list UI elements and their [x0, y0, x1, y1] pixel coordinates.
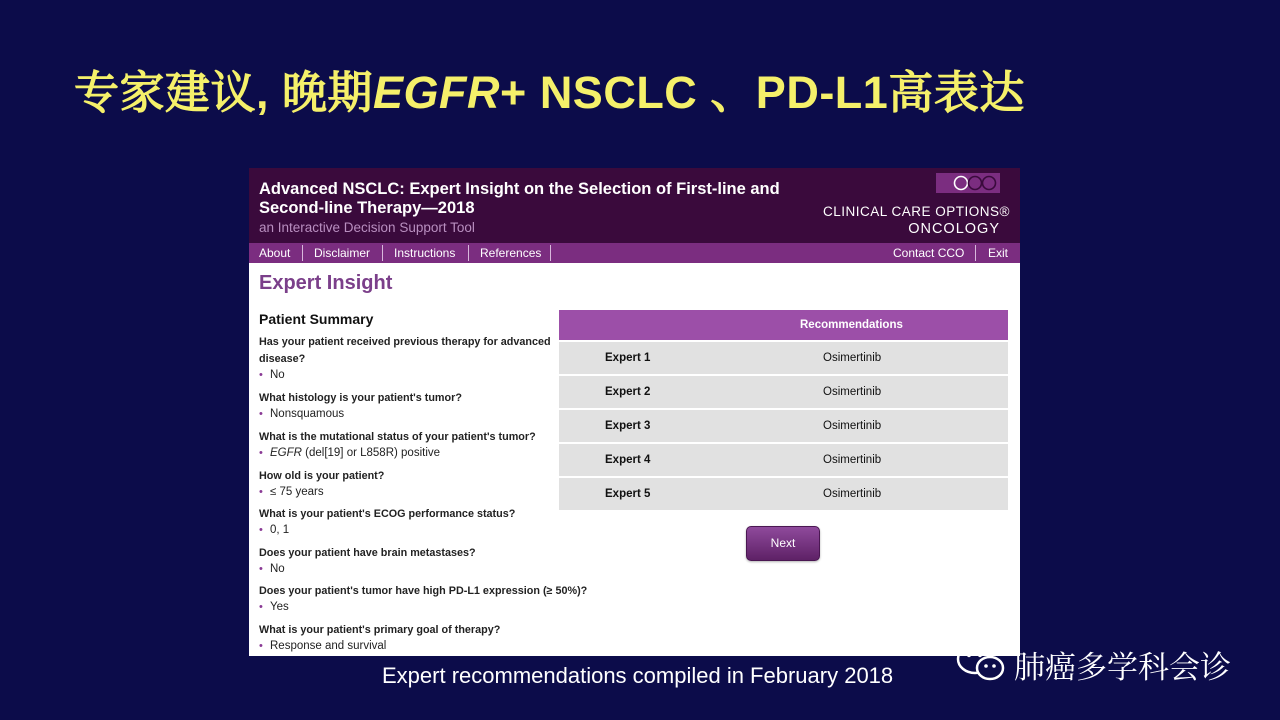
slide-title-italic: EGFR	[373, 67, 501, 118]
summary-item	[259, 583, 619, 615]
logo-text-line2: ONCOLOGY	[908, 221, 1000, 237]
patient-summary-title: Patient Summary	[259, 311, 374, 327]
recommendation-value: Osimertinib	[823, 352, 882, 364]
nav-instructions[interactable]: Instructions	[394, 246, 456, 260]
summary-answer	[259, 368, 599, 383]
slide-caption: Expert recommendations compiled in February 2018	[382, 663, 894, 688]
bullet-icon: •	[259, 601, 263, 613]
summary-item	[259, 429, 599, 461]
summary-answer	[259, 639, 599, 654]
nav-disclaimer[interactable]: Disclaimer	[314, 246, 371, 260]
nav-references[interactable]: References	[480, 246, 542, 260]
summary-answer	[259, 600, 619, 615]
summary-answer-text: ≤ 75 years	[270, 486, 324, 498]
recommendation-value: Osimertinib	[823, 386, 882, 398]
cco-logo-icon	[936, 173, 1000, 193]
nav-divider	[302, 245, 303, 261]
summary-item	[259, 334, 599, 383]
tool-title: Advanced NSCLC: Expert Insight on the Selection of First-line and Second-line Therapy—2018	[259, 180, 780, 217]
bullet-icon: •	[259, 524, 263, 536]
expert-label: Expert 5	[605, 488, 651, 500]
summary-question: What is your patient's ECOG performance status?	[259, 508, 516, 520]
logo-text-line1: CLINICAL CARE OPTIONS®	[823, 204, 1010, 219]
summary-answer-text: 0, 1	[270, 524, 290, 536]
summary-question: Does your patient have brain metastases?	[259, 547, 476, 559]
table-row	[559, 444, 1008, 476]
slide-title-suffix: + NSCLC 、PD-L1高表达	[500, 67, 1025, 118]
summary-answer	[259, 446, 599, 461]
summary-answer-text: No	[270, 563, 285, 575]
expert-label: Expert 2	[605, 386, 651, 398]
summary-answer-text: Yes	[270, 601, 289, 613]
summary-item	[259, 390, 599, 422]
table-row	[559, 376, 1008, 408]
section-title: Expert Insight	[259, 272, 393, 294]
summary-answer-text: (del[19] or L858R) positive	[301, 447, 441, 459]
summary-answer	[259, 523, 599, 538]
recommendations-header-label: Recommendations	[800, 319, 903, 331]
summary-answer-text: No	[270, 369, 285, 381]
tool-header	[249, 168, 1020, 243]
bullet-icon: •	[259, 563, 263, 575]
bullet-icon: •	[259, 408, 263, 420]
nav-divider	[468, 245, 469, 261]
expert-label: Expert 1	[605, 352, 651, 364]
table-row	[559, 478, 1008, 510]
summary-item	[259, 468, 599, 500]
recommendations-header	[559, 310, 1008, 340]
summary-answer-text: Nonsquamous	[270, 408, 345, 420]
recommendation-value: Osimertinib	[823, 488, 882, 500]
summary-item	[259, 506, 599, 538]
watermark-text: 肺癌多学科会诊	[1014, 650, 1231, 685]
tool-nav-bar	[249, 243, 1020, 263]
bullet-icon: •	[259, 447, 263, 459]
summary-question: What histology is your patient's tumor?	[259, 392, 462, 404]
summary-answer-gene: EGFR	[270, 447, 302, 459]
expert-label: Expert 3	[605, 420, 651, 432]
bullet-icon: •	[259, 486, 263, 498]
recommendation-value: Osimertinib	[823, 454, 882, 466]
bullet-icon: •	[259, 640, 263, 652]
summary-question: How old is your patient?	[259, 470, 385, 482]
next-button[interactable]: Next	[746, 526, 820, 561]
summary-answer	[259, 562, 599, 577]
summary-item	[259, 622, 599, 654]
nav-about[interactable]: About	[259, 246, 291, 260]
nav-divider	[550, 245, 551, 261]
nav-exit[interactable]: Exit	[988, 246, 1009, 260]
slide-title	[74, 56, 1025, 121]
summary-question: Has your patient received previous therapy for advanced disease?	[259, 336, 551, 365]
summary-answer	[259, 485, 599, 500]
summary-answer	[259, 407, 599, 422]
bullet-icon: •	[259, 369, 263, 381]
summary-answer-text: Response and survival	[270, 640, 387, 652]
nav-contact-cco[interactable]: Contact CCO	[893, 246, 965, 260]
summary-question: Does your patient's tumor have high PD-L1 expression (≥ 50%)?	[259, 585, 588, 597]
wechat-icon	[955, 642, 1007, 682]
slide-title-prefix: 专家建议, 晚期	[74, 67, 374, 118]
tool-subtitle: an Interactive Decision Support Tool	[259, 220, 475, 235]
recommendation-value: Osimertinib	[823, 420, 882, 432]
table-row	[559, 342, 1008, 374]
summary-item	[259, 545, 599, 577]
recommendations-table	[559, 310, 1008, 510]
decision-support-tool	[249, 168, 1020, 656]
expert-label: Expert 4	[605, 454, 651, 466]
summary-question: What is your patient's primary goal of therapy?	[259, 624, 501, 636]
summary-question: What is the mutational status of your patient's tumor?	[259, 431, 536, 443]
nav-divider	[975, 245, 976, 261]
table-row	[559, 410, 1008, 442]
nav-divider	[382, 245, 383, 261]
